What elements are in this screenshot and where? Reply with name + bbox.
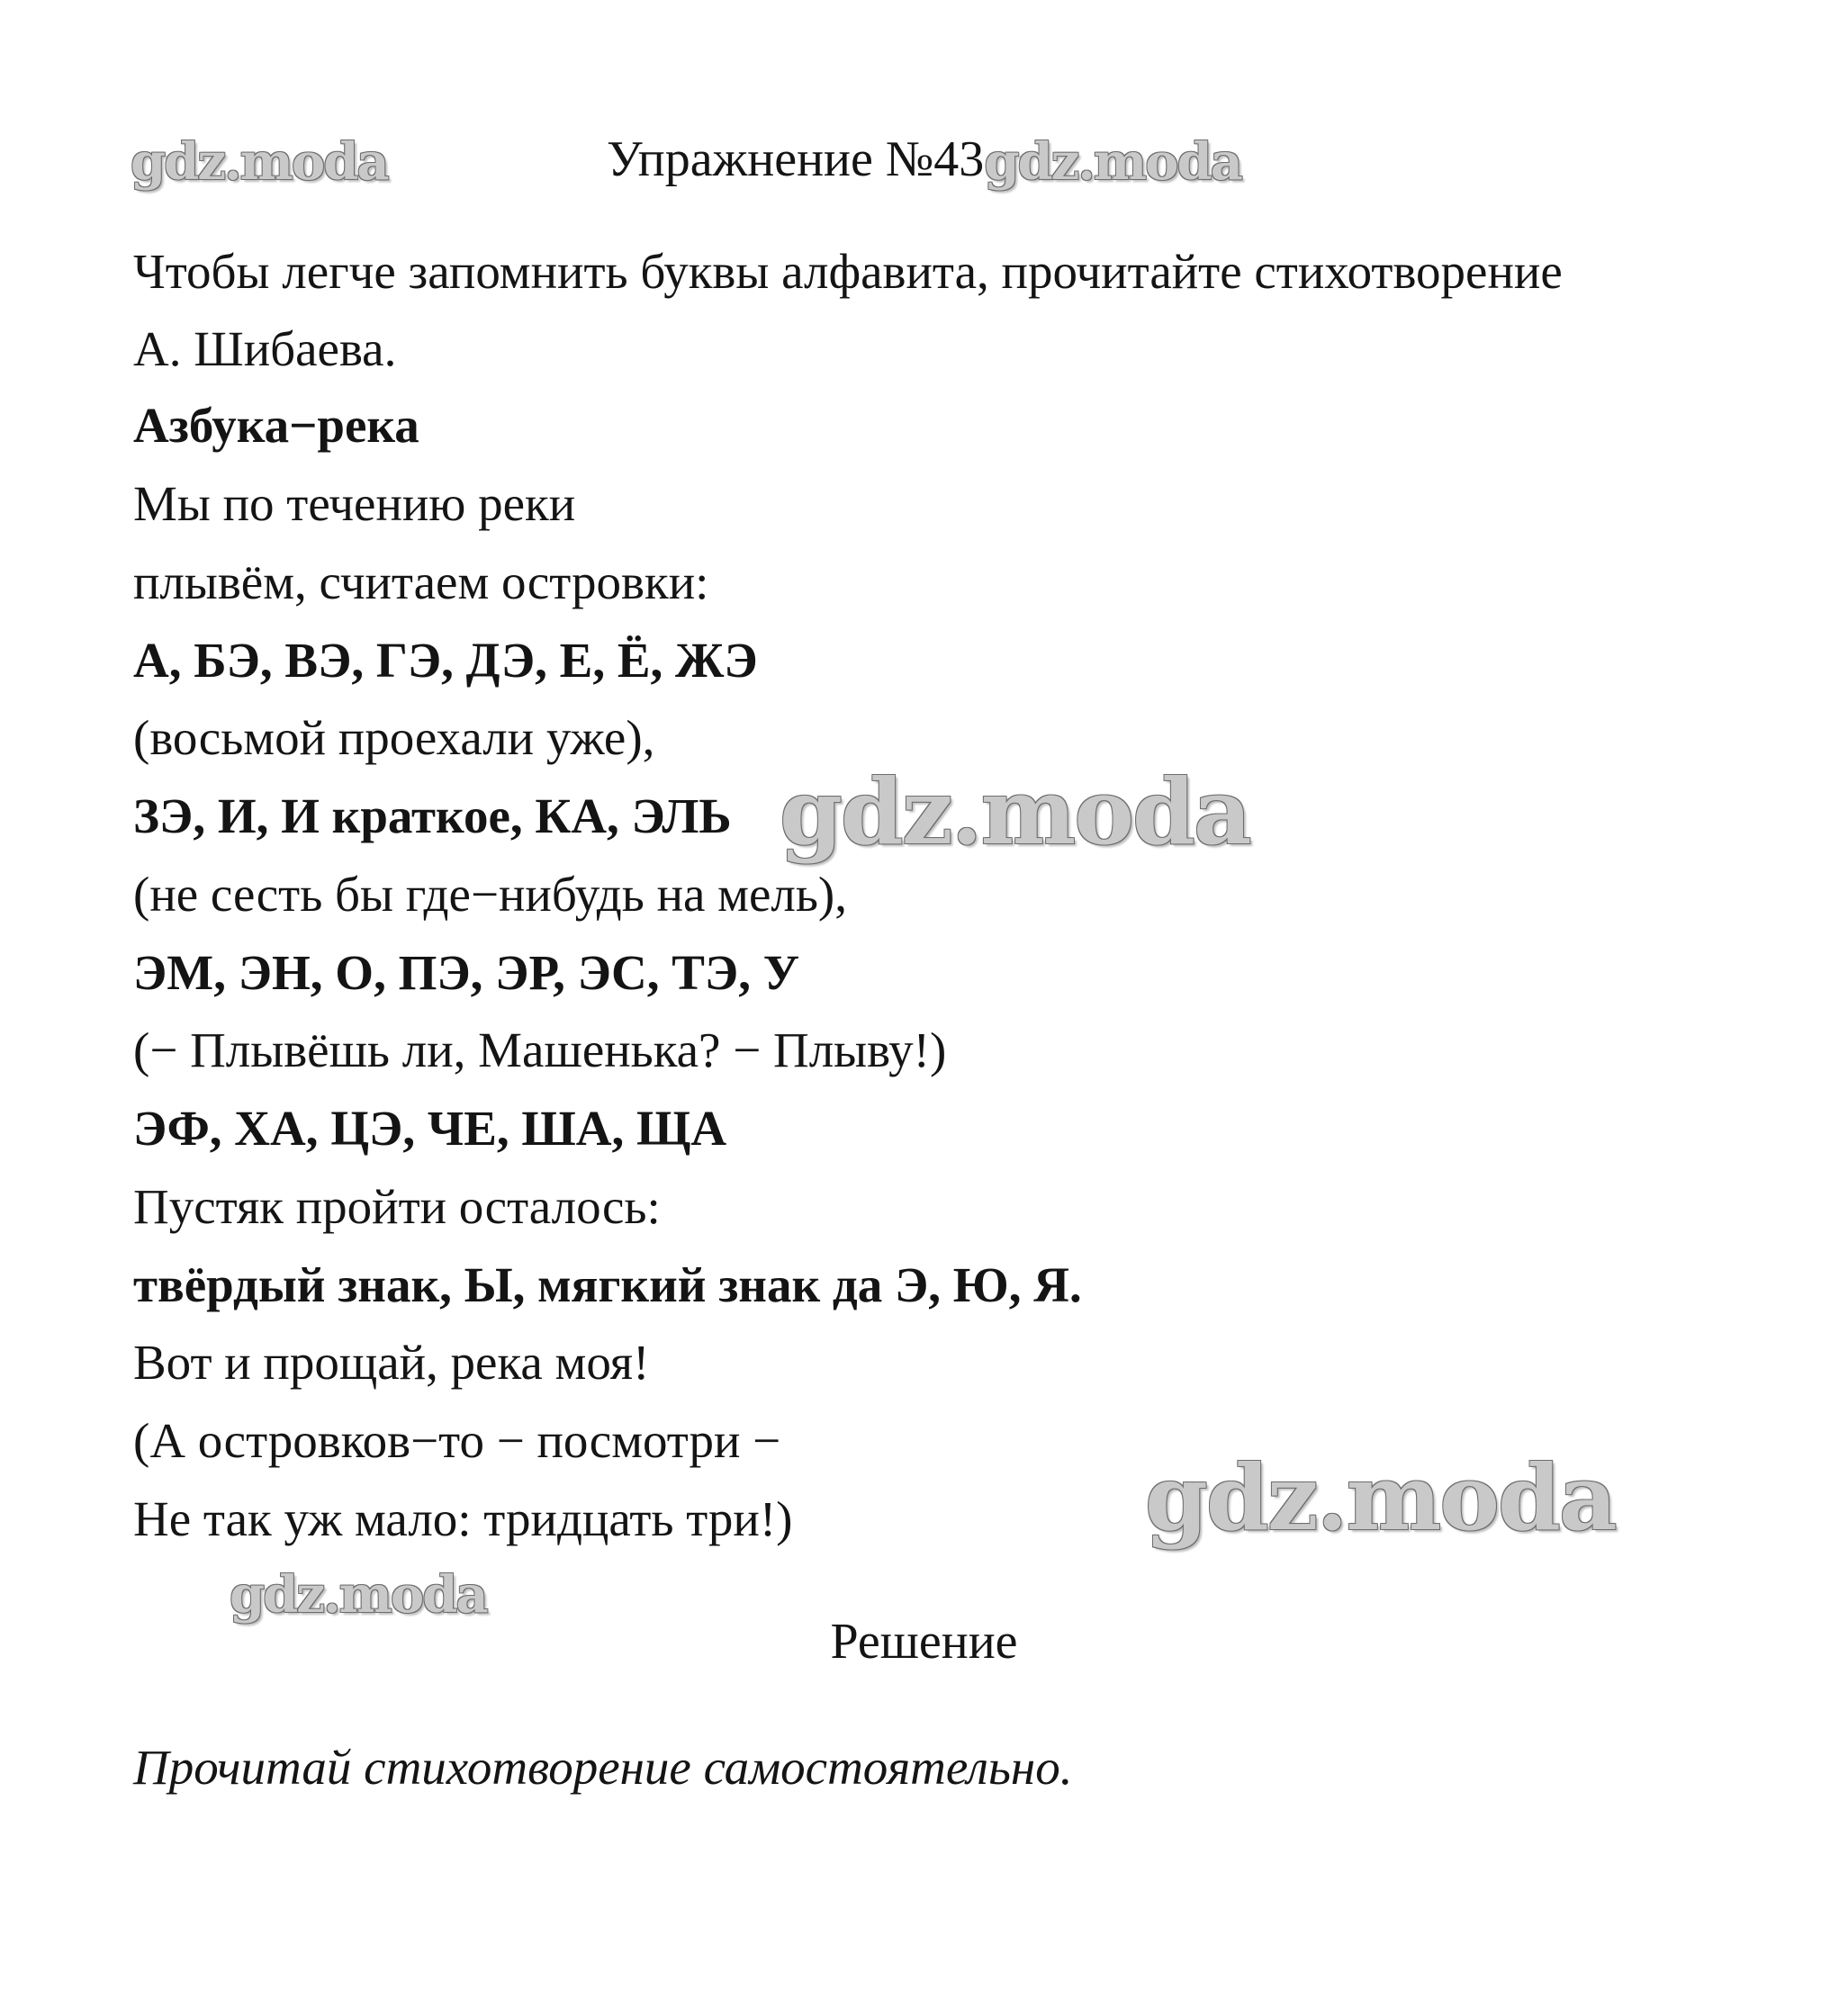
poem-line: (А островков−то − посмотри −	[133, 1413, 781, 1468]
poem-line-letters: А, БЭ, ВЭ, ГЭ, ДЭ, Е, Ё, ЖЭ	[133, 633, 758, 688]
exercise-title-text: Упражнение №43	[607, 131, 985, 187]
watermark-logo: gdz.moda	[131, 132, 388, 192]
watermark-logo: gdz.moda	[1145, 1445, 1616, 1551]
poem-line: Не так уж мало: тридцать три!)	[133, 1491, 793, 1546]
poem-line-letters: ЭФ, ХА, ЦЭ, ЧЕ, ША, ЩА	[133, 1101, 727, 1156]
intro-line: А. Шибаева.	[133, 321, 397, 376]
poem-line: Пустяк пройти осталось:	[133, 1179, 661, 1234]
poem-line: Вот и прощай, река моя!	[133, 1335, 650, 1390]
watermark-logo: gdz.moda	[230, 1565, 487, 1625]
solution-heading: Решение	[830, 1614, 1018, 1670]
poem-line: плывём, считаем островки:	[133, 554, 709, 609]
watermark-logo: gdz.moda	[984, 132, 1241, 192]
poem-line-letters: ЭМ, ЭН, О, ПЭ, ЭР, ЭС, ТЭ, У	[133, 945, 800, 1000]
poem-line: (− Плывёшь ли, Машенька? − Плыву!)	[133, 1022, 947, 1077]
poem-line-letters: твёрдый знак, Ы, мягкий знак да Э, Ю, Я.	[133, 1257, 1082, 1312]
poem-line: (восьмой проехали уже),	[133, 710, 655, 765]
intro-line: Чтобы легче запомнить буквы алфавита, прочитайте стихотворение	[133, 244, 1563, 299]
poem-line: Мы по течению реки	[133, 476, 576, 531]
watermark-logo: gdz.moda	[780, 759, 1250, 865]
solution-text: Прочитай стихотворение самостоятельно.	[133, 1740, 1073, 1795]
poem-line-letters: ЗЭ, И, И краткое, КА, ЭЛЬ	[133, 788, 732, 843]
poem-line: (не сесть бы где−нибудь на мель),	[133, 867, 847, 922]
poem-title: Азбука−река	[133, 398, 419, 453]
exercise-title	[0, 128, 1848, 191]
